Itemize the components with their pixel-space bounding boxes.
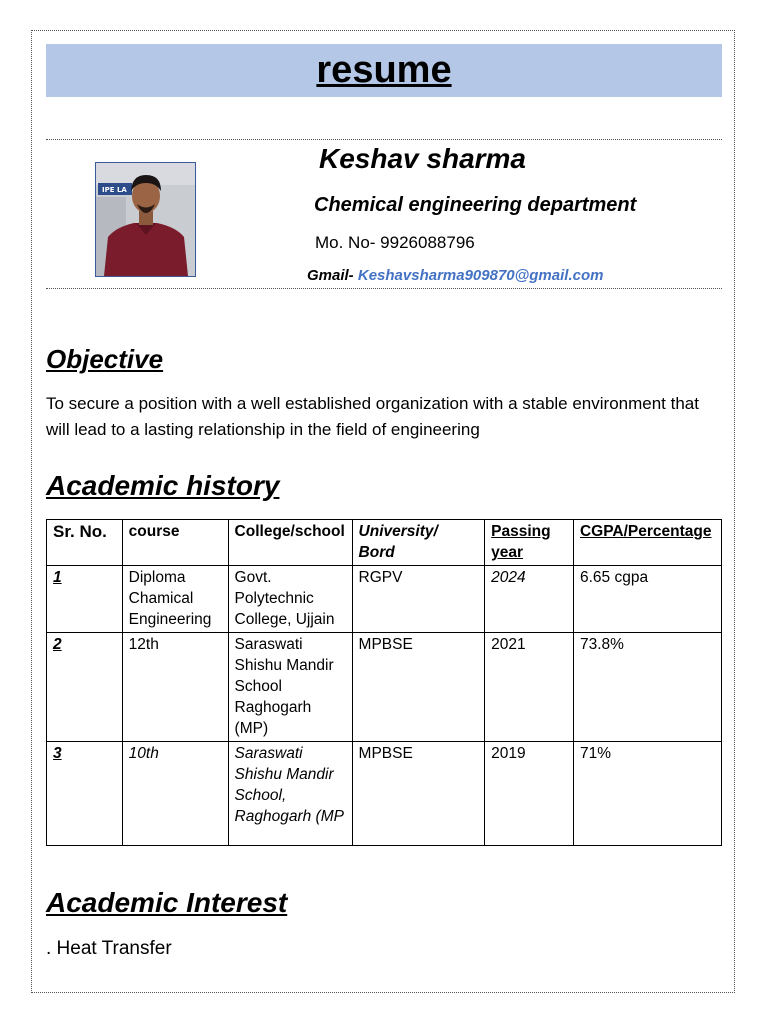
cell-university: RGPV (352, 566, 485, 633)
profile-photo (95, 162, 196, 277)
table-row (47, 566, 722, 633)
candidate-name: Keshav sharma (319, 143, 527, 174)
cell-course: 10th (122, 742, 228, 846)
gmail-line (307, 267, 603, 284)
cell-sr-no (47, 566, 123, 633)
phone-number: Mo. No- 9926088796 (315, 233, 475, 252)
cell-college: Saraswati Shishu Mandir School, Raghogarh (MP (228, 742, 352, 846)
cell-cgpa: 71% (573, 742, 721, 846)
sr-no-value: 3 (53, 745, 62, 762)
cell-course: 12th (122, 633, 228, 742)
interest-item: . Heat Transfer (46, 938, 172, 959)
table-row (47, 742, 722, 846)
photo-sign-text: IPE LA (102, 186, 127, 194)
objective-text: To secure a position with a well established organization with a stable environment that will lead to a lasting relationship in the field of engineering (46, 394, 699, 439)
header-top-rule (46, 139, 722, 140)
resume-title: resume (316, 49, 452, 91)
cell-sr-no (47, 633, 123, 742)
column-header-passing-year (485, 520, 574, 566)
cell-course: Diploma Chamical Engineering (122, 566, 228, 633)
column-header-sr-no: Sr. No. (47, 520, 123, 566)
cgpa-label: CGPA/Percentage (579, 523, 712, 540)
sr-no-value: 2 (53, 636, 62, 653)
cell-cgpa: 73.8% (573, 633, 721, 742)
cell-college: Saraswati Shishu Mandir School Raghogarh (MP) (228, 633, 352, 742)
cell-sr-no (47, 742, 123, 846)
cell-passing-year: 2024 (485, 566, 574, 633)
cell-passing-year: 2019 (485, 742, 574, 846)
academic-history-table (46, 519, 722, 846)
academic-interest-heading: Academic Interest (46, 887, 288, 918)
academic-history-heading: Academic history (46, 470, 280, 501)
column-header-college: College/school (228, 520, 352, 566)
gmail-label: Gmail- (307, 267, 354, 284)
email-link[interactable]: Keshavsharma909870@gmail.com (357, 267, 604, 284)
table-row (47, 633, 722, 742)
column-header-course: course (122, 520, 228, 566)
column-header-cgpa (573, 520, 721, 566)
cell-college: Govt. Polytechnic College, Ujjain (228, 566, 352, 633)
department: Chemical engineering department (314, 194, 637, 216)
cell-cgpa: 6.65 cgpa (573, 566, 721, 633)
cell-university: MPBSE (352, 633, 485, 742)
table-header-row (47, 520, 722, 566)
title-banner (46, 44, 722, 97)
cell-university: MPBSE (352, 742, 485, 846)
objective-heading: Objective (46, 344, 164, 374)
sr-no-value: 1 (53, 569, 62, 586)
header-bottom-rule (46, 288, 722, 289)
cell-passing-year: 2021 (485, 633, 574, 742)
passing-year-label: Passing year (491, 523, 551, 561)
column-header-university: University/ Bord (352, 520, 485, 566)
